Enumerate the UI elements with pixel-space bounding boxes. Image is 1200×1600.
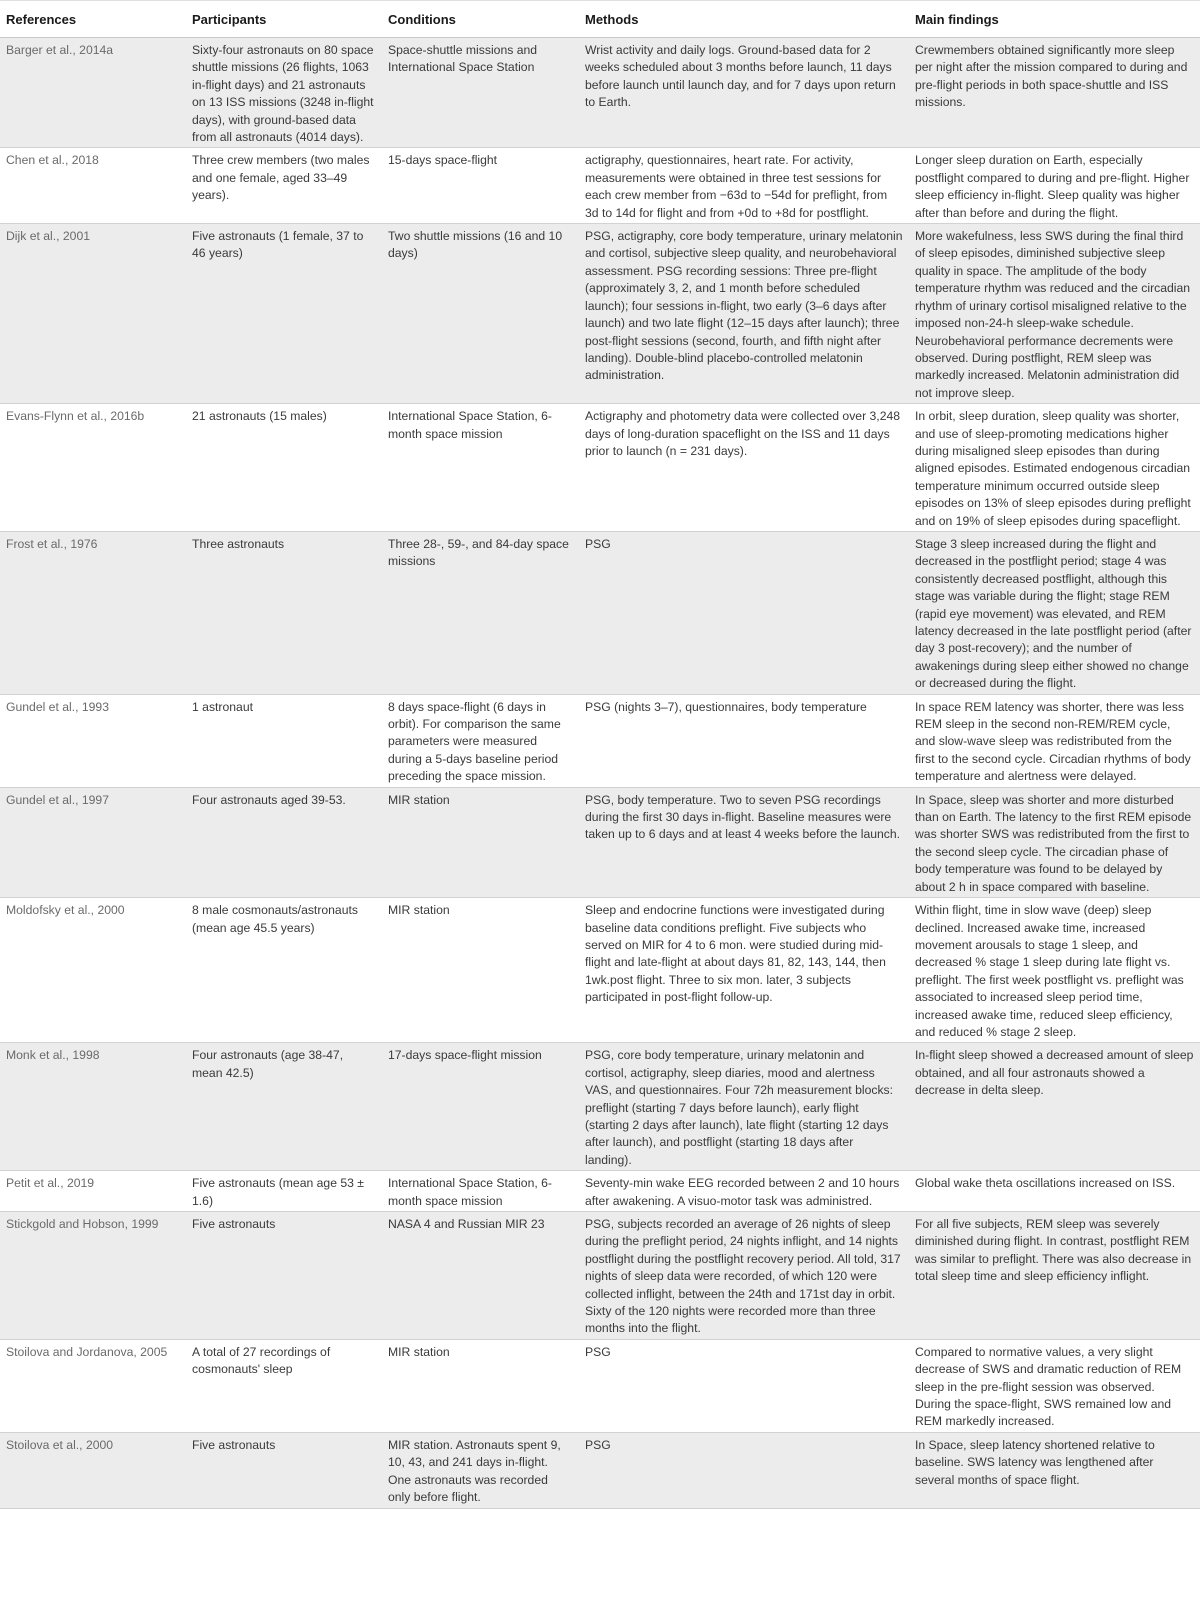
cell-methods: Seventy-min wake EEG recorded between 2 and 10 hours after awakening. A visuo-motor task was administred.: [579, 1171, 909, 1212]
cell-participants: Four astronauts aged 39-53.: [186, 787, 382, 897]
cell-conditions: International Space Station, 6-month space mission: [382, 1171, 579, 1212]
cell-reference: Moldofsky et al., 2000: [0, 898, 186, 1043]
cell-participants: Three astronauts: [186, 531, 382, 694]
cell-reference: Barger et al., 2014a: [0, 38, 186, 148]
cell-methods: PSG: [579, 1432, 909, 1508]
cell-conditions: MIR station: [382, 787, 579, 897]
table-row: [0, 1212, 1200, 1340]
table-row: [0, 1432, 1200, 1508]
cell-conditions: International Space Station, 6-month space mission: [382, 404, 579, 532]
cell-findings: In-flight sleep showed a decreased amount of sleep obtained, and all four astronauts showed a decrease in delta sleep.: [909, 1043, 1200, 1171]
cell-participants: Five astronauts (mean age 53 ± 1.6): [186, 1171, 382, 1212]
cell-methods: PSG: [579, 1339, 909, 1432]
table-row: [0, 1339, 1200, 1432]
cell-participants: 1 astronaut: [186, 694, 382, 787]
table-header: [0, 1, 1200, 38]
cell-methods: Wrist activity and daily logs. Ground-based data for 2 weeks scheduled about 3 months before launch, 11 days before launch until launch day, and for 7 days upon return to Earth.: [579, 38, 909, 148]
cell-conditions: 15-days space-flight: [382, 148, 579, 224]
cell-findings: For all five subjects, REM sleep was severely diminished during flight. In contrast, postflight REM was similar to preflight. There was also decrease in total sleep time and sleep efficiency inflight.: [909, 1212, 1200, 1340]
cell-findings: Global wake theta oscillations increased on ISS.: [909, 1171, 1200, 1212]
cell-findings: In space REM latency was shorter, there was less REM sleep in the second non-REM/REM cycle, and slow-wave sleep was redistributed from the first to the second cycle. Circadian rhythms of body temperature and alertness were delayed.: [909, 694, 1200, 787]
cell-reference: Stickgold and Hobson, 1999: [0, 1212, 186, 1340]
cell-conditions: Space-shuttle missions and International Space Station: [382, 38, 579, 148]
header-participants: Participants: [186, 1, 382, 38]
cell-reference: Gundel et al., 1997: [0, 787, 186, 897]
cell-participants: Five astronauts (1 female, 37 to 46 years): [186, 224, 382, 404]
cell-findings: Longer sleep duration on Earth, especially postflight compared to during and pre-flight. Higher sleep efficiency in-flight. Sleep quality was higher after than before and during the flight.: [909, 148, 1200, 224]
table-row: [0, 898, 1200, 1043]
header-row: [0, 1, 1200, 38]
header-methods: Methods: [579, 1, 909, 38]
table-row: [0, 1043, 1200, 1171]
cell-findings: In Space, sleep latency shortened relative to baseline. SWS latency was lengthened after several months of space flight.: [909, 1432, 1200, 1508]
cell-findings: Crewmembers obtained significantly more sleep per night after the mission compared to during and pre-flight periods in both space-shuttle and ISS missions.: [909, 38, 1200, 148]
cell-participants: Four astronauts (age 38-47, mean 42.5): [186, 1043, 382, 1171]
table-row: [0, 148, 1200, 224]
header-main-findings: Main findings: [909, 1, 1200, 38]
cell-methods: PSG, actigraphy, core body temperature, urinary melatonin and cortisol, subjective sleep quality, and neurobehavioral assessment. PSG recording sessions: Three pre-flight (approximately 3, 2, and 1 month before scheduled launch); four sessions in-flight, two early (3–6 days after launch) and two late flight (12–15 days after launch); three post-flight sessions (second, fourth, and fifth night after landing). Double-blind placebo-controlled melatonin administration.: [579, 224, 909, 404]
cell-conditions: Three 28-, 59-, and 84-day space missions: [382, 531, 579, 694]
cell-methods: PSG, subjects recorded an average of 26 nights of sleep during the preflight period, 24 nights inflight, and 14 nights postflight during the postflight recovery period. All told, 317 nights of sleep data were recorded, of which 120 were collected inflight, between the 24th and 171st day in orbit. Sixty of the 120 nights were recorded more than three months into the flight.: [579, 1212, 909, 1340]
cell-reference: Evans-Flynn et al., 2016b: [0, 404, 186, 532]
cell-reference: Chen et al., 2018: [0, 148, 186, 224]
cell-reference: Dijk et al., 2001: [0, 224, 186, 404]
cell-conditions: 8 days space-flight (6 days in orbit). For comparison the same parameters were measured during a 5-days baseline period preceding the space mission.: [382, 694, 579, 787]
cell-findings: More wakefulness, less SWS during the final third of sleep episodes, diminished subjective sleep quality in space. The amplitude of the body temperature rhythm was reduced and the circadian rhythm of urinary cortisol misaligned relative to the imposed non-24-h sleep-wake schedule. Neurobehavioral performance decrements were observed. During postflight, REM sleep was markedly increased. Melatonin administration did not improve sleep.: [909, 224, 1200, 404]
cell-reference: Monk et al., 1998: [0, 1043, 186, 1171]
table-row: [0, 1171, 1200, 1212]
cell-findings: In orbit, sleep duration, sleep quality was shorter, and use of sleep-promoting medications higher during misaligned sleep episodes than during aligned episodes. Estimated endogenous circadian temperature minimum occurred outside sleep episodes on 13% of sleep episodes during preflight and on 19% of sleep episodes during spaceflight.: [909, 404, 1200, 532]
cell-methods: PSG (nights 3–7), questionnaires, body temperature: [579, 694, 909, 787]
table-row: [0, 787, 1200, 897]
cell-reference: Gundel et al., 1993: [0, 694, 186, 787]
cell-participants: 21 astronauts (15 males): [186, 404, 382, 532]
cell-participants: Sixty-four astronauts on 80 space shuttle missions (26 flights, 1063 in-flight days) and 21 astronauts on 13 ISS missions (3248 in-flight days), with ground-based data from all astronauts (4014 days).: [186, 38, 382, 148]
table-body: [0, 38, 1200, 1509]
cell-participants: 8 male cosmonauts/astronauts (mean age 45.5 years): [186, 898, 382, 1043]
cell-participants: Three crew members (two males and one female, aged 33–49 years).: [186, 148, 382, 224]
cell-methods: Sleep and endocrine functions were investigated during baseline data conditions preflight. Five subjects who served on MIR for 4 to 6 mon. were studied during mid-flight and late-flight at about days 81, 82, 143, 144, then 1wk.post flight. Three to six mon. later, 3 subjects participated in post-flight follow-up.: [579, 898, 909, 1043]
cell-methods: PSG, body temperature. Two to seven PSG recordings during the first 30 days in-flight. Baseline measures were taken up to 6 days and at least 4 weeks before the launch.: [579, 787, 909, 897]
header-references: References: [0, 1, 186, 38]
cell-findings: Stage 3 sleep increased during the flight and decreased in the postflight period; stage 4 was consistently decreased postflight, although this stage was variable during the flight; stage REM (rapid eye movement) was elevated, and REM latency decreased in the late postflight period (after day 3 post-recovery); and the number of awakenings during sleep either showed no change or decreased during the flight.: [909, 531, 1200, 694]
cell-participants: Five astronauts: [186, 1432, 382, 1508]
cell-findings: Within flight, time in slow wave (deep) sleep declined. Increased awake time, increased movement arousals to stage 1 sleep, and decreased % stage 1 sleep during late flight vs. preflight. The first week postflight vs. preflight was associated to increased sleep period time, increased awake time, reduced sleep efficiency, and reduced % stage 2 sleep.: [909, 898, 1200, 1043]
cell-conditions: MIR station: [382, 1339, 579, 1432]
table-row: [0, 531, 1200, 694]
cell-methods: PSG, core body temperature, urinary melatonin and cortisol, actigraphy, sleep diaries, mood and alertness VAS, and questionnaires. Four 72h measurement blocks: preflight (starting 7 days before launch), early flight (starting 2 days after launch), late flight (starting 12 days after launch), and postflight (starting 18 days after landing).: [579, 1043, 909, 1171]
cell-reference: Stoilova et al., 2000: [0, 1432, 186, 1508]
cell-reference: Stoilova and Jordanova, 2005: [0, 1339, 186, 1432]
cell-conditions: NASA 4 and Russian MIR 23: [382, 1212, 579, 1340]
cell-methods: Actigraphy and photometry data were collected over 3,248 days of long-duration spaceflight on the ISS and 11 days prior to launch (n = 231 days).: [579, 404, 909, 532]
cell-reference: Petit et al., 2019: [0, 1171, 186, 1212]
cell-participants: Five astronauts: [186, 1212, 382, 1340]
table-row: [0, 224, 1200, 404]
table-row: [0, 404, 1200, 532]
cell-participants: A total of 27 recordings of cosmonauts' sleep: [186, 1339, 382, 1432]
cell-methods: actigraphy, questionnaires, heart rate. For activity, measurements were obtained in three test sessions for each crew member from −63d to −54d for preflight, from 3d to 14d for flight and from +0d to +8d for postflight.: [579, 148, 909, 224]
cell-conditions: Two shuttle missions (16 and 10 days): [382, 224, 579, 404]
table-row: [0, 38, 1200, 148]
header-conditions: Conditions: [382, 1, 579, 38]
cell-methods: PSG: [579, 531, 909, 694]
cell-reference: Frost et al., 1976: [0, 531, 186, 694]
table-row: [0, 694, 1200, 787]
cell-conditions: MIR station: [382, 898, 579, 1043]
cell-conditions: 17-days space-flight mission: [382, 1043, 579, 1171]
cell-findings: Compared to normative values, a very slight decrease of SWS and dramatic reduction of REM sleep in the pre-flight session was observed. During the space-flight, SWS remained low and REM markedly increased.: [909, 1339, 1200, 1432]
cell-findings: In Space, sleep was shorter and more disturbed than on Earth. The latency to the first REM episode was shorter SWS was redistributed from the first to the second sleep cycle. The circadian phase of body temperature was found to be delayed by about 2 h in space compared with baseline.: [909, 787, 1200, 897]
cell-conditions: MIR station. Astronauts spent 9, 10, 43, and 241 days in-flight. One astronauts was recorded only before flight.: [382, 1432, 579, 1508]
